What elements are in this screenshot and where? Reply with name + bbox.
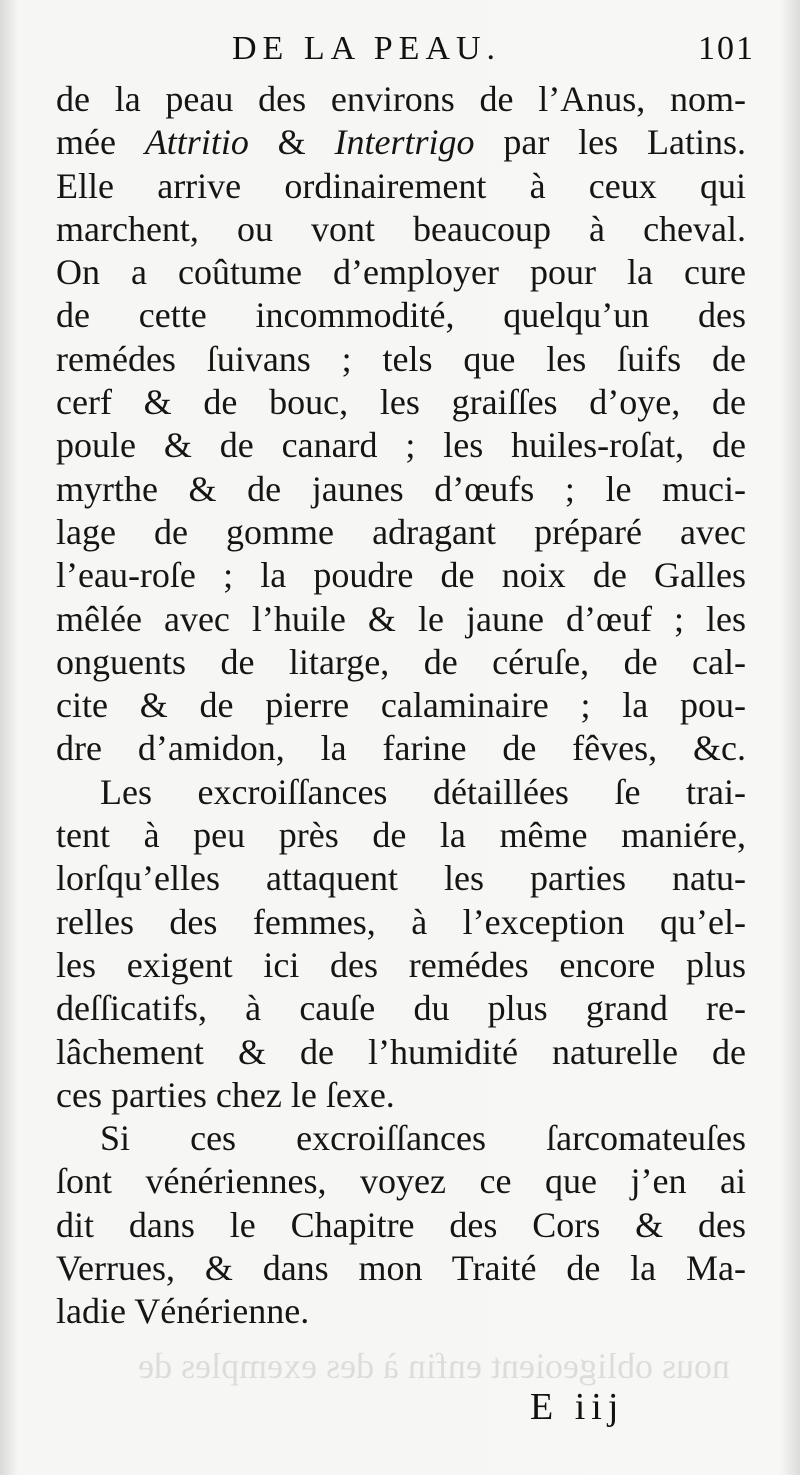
text-line	[56, 1074, 746, 1117]
body-text	[56, 78, 746, 1334]
text-line	[56, 165, 746, 208]
text-run: On a coûtume d’employer pour la cure	[56, 252, 746, 293]
text-line	[56, 208, 746, 251]
text-line	[56, 771, 746, 814]
text-run: lage de gomme adragant préparé avec	[56, 511, 746, 552]
text-run: myrthe & de jaunes d’œufs ; le muci-	[56, 468, 746, 509]
text-run: relles des femmes, à l’exception qu’el-	[56, 901, 746, 942]
text-run: Elle arrive ordinairement à ceux qui	[56, 165, 746, 206]
paragraph	[56, 1117, 746, 1333]
text-run: lorſqu’elles attaquent les parties natu-	[56, 858, 746, 899]
italic-term: Attritio	[144, 122, 249, 163]
text-line	[56, 641, 746, 684]
text-line	[56, 684, 746, 727]
text-run: cerf & de bouc, les graiſſes d’oye, de	[56, 382, 746, 423]
italic-term: Intertrigo	[334, 122, 475, 163]
text-line	[56, 944, 746, 987]
text-line	[56, 1247, 746, 1290]
text-line	[56, 554, 746, 597]
text-run: Si ces excroiſſances ſarcomateuſes	[100, 1118, 746, 1159]
text-run: ſont vénériennes, voyez ce que j’en ai	[56, 1161, 746, 1202]
text-line	[56, 1204, 746, 1247]
running-title: DE LA PEAU.	[232, 30, 502, 67]
text-line	[56, 121, 746, 164]
text-run: tent à peu près de la même maniére,	[56, 815, 746, 856]
text-line	[56, 468, 746, 511]
text-line	[56, 1290, 746, 1333]
text-run: poule & de canard ; les huiles-roſat, de	[56, 425, 746, 466]
text-line	[56, 987, 746, 1030]
text-run: dre d’amidon, la farine de fêves, &c.	[56, 728, 746, 769]
page-header	[60, 30, 755, 80]
text-run: onguents de litarge, de céruſe, de cal-	[56, 641, 746, 682]
text-run: dit dans le Chapitre des Cors & des	[56, 1204, 746, 1245]
text-line	[56, 901, 746, 944]
text-run: lâchement & de l’humidité naturelle de	[56, 1031, 746, 1072]
text-run: deſſicatifs, à cauſe du plus grand re-	[56, 988, 746, 1029]
text-run: &	[248, 122, 335, 163]
text-run: mêlée avec l’huile & le jaune d’œuf ; les	[56, 598, 746, 639]
text-line	[56, 424, 746, 467]
text-run: Les excroiſſances détaillées ſe trai-	[100, 771, 746, 812]
text-line	[56, 1160, 746, 1203]
paragraph	[56, 771, 746, 1117]
text-run: de la peau des environs de l’Anus, nom-	[56, 79, 746, 119]
text-run: de cette incommodité, quelqu’un des	[56, 295, 746, 336]
text-run: marchent, ou vont beaucoup à cheval.	[56, 208, 746, 249]
text-line	[56, 381, 746, 424]
text-line	[56, 511, 746, 554]
text-run: cite & de pierre calaminaire ; la pou-	[56, 685, 746, 726]
text-run: mée	[56, 122, 145, 163]
text-line	[56, 294, 746, 337]
text-run: l’eau-roſe ; la poudre de noix de Galles	[56, 555, 746, 596]
paragraph	[56, 78, 746, 771]
text-run: les exigent ici des remédes encore plus	[56, 944, 746, 985]
text-line	[56, 1117, 746, 1160]
signature-mark: E iij	[530, 1386, 625, 1428]
text-line	[56, 727, 746, 770]
text-line	[56, 857, 746, 900]
text-run: ces parties chez le ſexe.	[56, 1074, 395, 1115]
bleed-through-line: nous obligeoient enfin à des exemples de	[138, 1346, 730, 1386]
page-number: 101	[698, 30, 755, 67]
text-line	[56, 598, 746, 641]
text-line	[56, 251, 746, 294]
text-line	[56, 78, 746, 121]
text-line	[56, 338, 746, 381]
text-run: Verrues, & dans mon Traité de la Ma-	[56, 1248, 746, 1289]
text-run: remédes ſuivans ; tels que les ſuifs de	[56, 338, 746, 379]
text-run: ladie Vénérienne.	[56, 1291, 310, 1332]
text-line	[56, 1031, 746, 1074]
text-run: par les Latins.	[474, 122, 746, 163]
text-line	[56, 814, 746, 857]
